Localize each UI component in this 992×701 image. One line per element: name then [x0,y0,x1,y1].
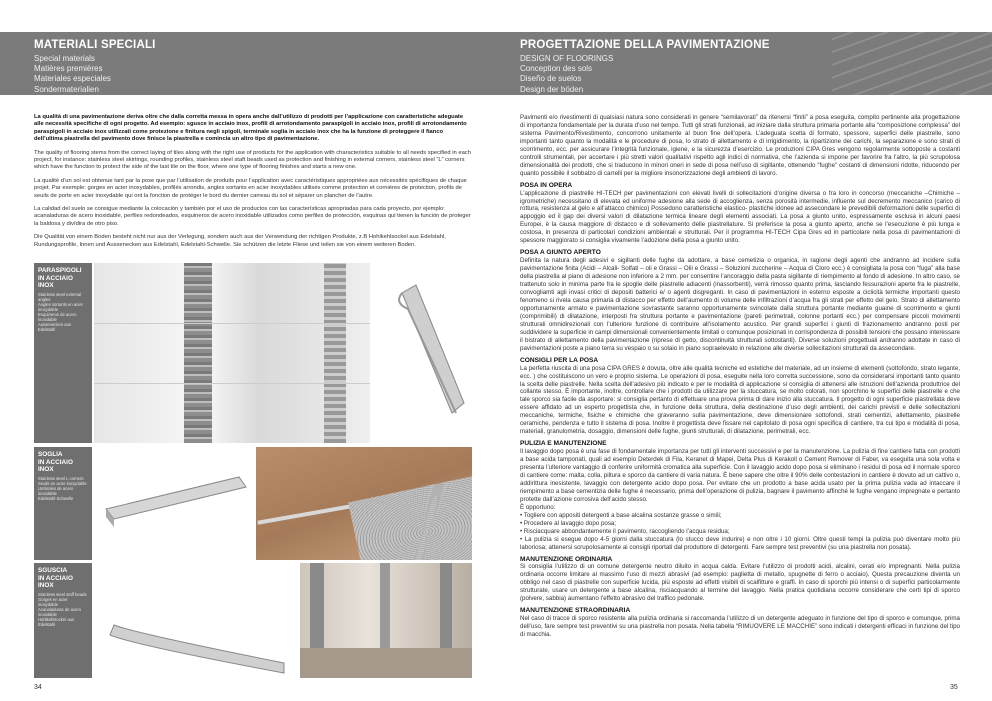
right-text [520,114,960,640]
profile-drawing [372,263,472,443]
intro-de: Die Qualität von einem Boden besteht nicht nur aus der Verlegung, sondern auch aus der Verwendung der richtigen Produkte, z.B Hohlkehlsockel aus Edelstahl, Rundungsprofile, Innen und Aussenecken aus Edelstahl, Edelstahl-Schwelle. Sie schützen die letzte Fliese und teilen sie von einem weiteren Boden. [34,234,446,248]
panel-sub: Stainless steel L corners Seuils en acier inoxydable Umbrales de acero inoxidable Edelstahl-Schwelle [38,475,87,501]
corner-profile-photo [94,263,370,443]
left-sub-2: Matières premières [34,64,103,74]
section-heading: PULIZIA E MANUTENZIONE [520,440,607,448]
section-text: Il lavaggio dopo posa è una fase di fondamentale importanza per tutti gli interventi successivi e per la manutenzione. La pulizia di fine cantiere fatta con prodotti a base acida tamponati, quali ad esempio Deterdek di Fila, Keranet di Mapei, Delta Plus di Kerakoll o Cement Remover di Faber, va eseguita una sola volta e presenta l’ulteriore vantaggio di conferire uniformità cromatica alla superficie. Con il lavaggio acido dopo posa si eliminano i residui di posa ed il normale sporco di cantiere come: malta, colla, piltura e sporco da cantiere di varia natura. È bene sapere che oltre il 90% delle contestazioni in cantiere è dovuto ad un cattivo o, addirittura inesistente, lavaggio con detergente acido dopo posa. Per evitare che un prodotto a base acida usato per la prima pulizia vada ad intaccare il riempimento a base cementizia delle fughe è necessario, prima dell’operazione di pulizia, bagnare il pavimento affinché le fughe vengano impregnate e pertanto protette dall’azione corrosiva dell’acido stesso. È opportuno: • Togliere con appositi detergenti a base alcalina sostanze grasse o simili; • Procedere al lavaggio dopo posa; • Risciacquare abbondantemente il pavimento, raccogliendo l’acqua residua; • La pulizia si esegue dopo 4-5 giorni dalla stuccatura (lo stucco deve indurire) e non oltre i 10 giorni. Oltre questi tempi la pulizia può diventare molto più laboriosa; attenersi scrupolosamente ai consigli riportati dal produttore di detergenti. Fare sempre test preventivi (su una piastrella non posata). [520,448,960,551]
left-sub-1: Special materials [34,54,95,63]
section-text: Si consiglia l’utilizzo di un comune detergente neutro diluito in acqua calda. Evitare l’utilizzo di prodotti acidi, alcalini, cerati e/o impregnanti. Nella pulizia ordinaria occorre limitare al massimo l’uso di mezzi abrasivi (ad esempio: paglietta di metallo, spugnette di ferro o acciaio). Questa precauzione diventa un obbligo nel caso di piastrelle con superficie lucida, più esposte ad effetti visibili di scalfitture e graffi. In caso di sporchi più intensi o di superfici particolarmente strutturate, usare un detergente a base alcalina, risciacquando al termine del lavaggio. Nella pratica quotidiana occorre considerare che certi tipi di sporco (polvere, sabbia) aumentano l’effetto abrasivo del traffico pedonale. [520,563,960,603]
threshold-drawing [94,447,254,560]
right-sub-3: Diseño de suelos [520,74,582,84]
panel-paraspigoli [34,263,92,443]
right-intro: Pavimenti e/o rivestimenti di qualsiasi natura sono considerati in genere “semilavorati” da ritenersi “finiti” a posa eseguita, compito pertinente alla progettazione di importanza fondamentale per la durata d’uso nel tempo. Tutti gli strati funzionali, ad iniziare dalla struttura primaria portante alla “composizione complessa” del sistema Pavimento/Rivestimento, concorrono unitamente al buon fine dell’opera. L’adeguata scelta di formato, spessore, superfici delle piastrelle, sono importanti tanto quanto la modalità e le procedure di posa, lo strato di allettamento e di irrigidimento, la ripartizione dei carichi, la separazione e sono strati di scorrimento, ecc. per assicurare l’integrità funzionale, igiene, e la sicurezza d’esercizio. Le produzioni CIPA Gres vengono regolarmente sottoposte a costanti controlli strumentali, per accertare i più stretti valori qualitativi rispetto agli indici di normativa, che l’azienda si impone per favorire fra l’altro, la più scrupolosa dimensionalità dei prodotti, che si traducono in minori oneri in sede di posa nell’uso di sigillante, ottenendo “fughe” costanti di dimensioni ridotte, riducendo per quanto possibile il sobbalzo di carrelli per la migliore insonorizzazione degli ambienti di lavoro. [520,114,960,177]
section-heading: MANUTENZIONE STRAORDINARIA [520,607,631,615]
intro-en: The quality of flooring stems from the correct laying of tiles along with the right use of products for the application with characteristics suitable to all needs specified in each project, for instance: stainless steel skirtings, rounding profiles, stainless steel staft beads used as protection and finishing in external corners, stainless steel “L” corners which have the function to protect the side of the last tile on the floor, where one type of flooring finishes and starts a new one. [34,149,471,171]
left-intro-text [34,114,472,255]
page-number-left: 34 [34,684,42,691]
right-sub-4: Design der böden [520,84,584,94]
section-text: L’applicazione di piastrelle HI-TECH per pavimentazioni con elevati livelli di sollecitazioni d’origine diversa o fra loro in concorso (meccaniche –Chimiche – igrometriche) necessitano di elevata ed uniforme adesione alla sede di accoglienza, senza porosità intermedie, influente sul decremento meccanico (carico di rottura, resistenza al gelo e all’attacco chimico) Possedono caratteristiche elastico- plastiche idonee ad assecondare le prevedibili deformazioni delle superfici di appoggio ed il gap dei diversi valori di dilatazione termica lineare degli elementi associati. La posa a giunto unito, espressamente esclusa in alcuni paesi Europei, è la causa maggiore di distacco e di sollevamento delle piastrellature. Si preferisce la posa a giunto aperto, anche se l’esecuzione è più lunga e costosa, in presenza di particolari condizioni ambientali e strutturali. Per il programma HI-TECH Cipa Gres ed in particolare nella posa di pavimentazioni di spessore maggiorato si consiglia vivamente l’adozione della posa a giunto unito. [520,189,960,245]
cove-photo [300,563,472,678]
right-sub-1: DESIGN OF FLOORINGS [520,54,614,63]
right-title: PROGETTAZIONE DELLA PAVIMENTAZIONE [520,39,770,51]
corner-profile-product [372,263,472,443]
section-heading: POSA A GIUNTO APERTO [520,249,601,257]
right-header [520,39,770,95]
section-text: Definita la natura degli adesivi e sigillanti delle fughe da adottare, a base cemetizia o organica, in ragione degli agenti che andranno ad incidere sulla pavimentazione finita (Acidi – Alcali- Solfati – oli e Grassi – Olii e Grassi – Soluzioni zuccherine – Acqua di Cloro ecc.) è consigliata la posa con “fuga” alla base della piastrella al piano di adesione non inferiore a 2 mm. per consentire l’ancoraggio della pasta sigillante di riempimento al fondo di adesione. In altro caso, se trattenuto solo in minima parte fra le spoglie delle piastrelle adiacenti (inassorbenti), verrà rimosso quanto prima, lasciando fessurazioni aperte fra le piastrelle, convogliamti agli invasi critici di depositi batterici e/ o agenti disgreganti. In caso di pavimentazioni in esterno esposte a ciclicità termiche importanti questo fenomeno si rivela causa primaria di distacco per effetto dell’aumento di volume delle infiltrazioni d’acqua fra gli strati per effetto del gelo. Strato di allettamento opportunamente armato e pavimentazione sovrastante saranno opportunamente svincolate dalla struttura portante mediante guaine di scorrimento e giunti (comprimibili) di dilatazione, interposti fra struttura portante e pavimentazione (pareti perimetrali, colonne portanti ecc.) per compensare piccoli movimenti strutturali omnidirezionali con l’ulteriore funzione di contribuire all’isolamento acustico. Per grandi superfici i giunti di frazionamento andranno posti per suddividere la superficie in campi dimensionali convenientemente limitati o comunque posizionati in corrispondenza di possibili tensioni che possano interessare il bistrato di allettamento della pavimentazione (riprese di getto, discontinuità strutturali sottostanti). Diverse soluzioni progettuali andranno adottate in caso di pavimentazioni poste a piano terra su vespaio o su solaio in piano sopraelevato in relazione alle diverse sollecitazioni strutturali da assecondare. [520,257,960,352]
section-heading: MANUTENZIONE ORDINARIA [520,555,613,563]
panel-title: SGUSCIA IN ACCIAIO INOX [38,567,73,590]
left-sub-3: Materiales especiales [34,74,111,84]
left-title: MATERIALI SPECIALI [34,39,156,51]
threshold-product [94,447,254,560]
right-sub-2: Conception des sols [520,64,593,74]
section-text: Nel caso di tracce di sporco resistente alla pulizia ordinaria si raccomanda l’utilizzo di un detergente adeguato in funzione del tipo di sporco e comunque, prima dell’uso, fare sempre test preventivi su una piastrella non posata. Nella tabella “RIMUOVERE LE MACCHIE” sono indicati i detergenti efficaci in funzione del tipo di macchia. [520,615,960,639]
section-text: La perfetta riuscita di una posa CIPA GRES è dovuta, oltre alle qualità tecniche ed estetiche del materiale, ad un insieme di elementi (sottofondo, strato legante, ecc. ) che costituiscono un vero e proprio sistema. Le operazioni di posa, eseguite nella loro corretta successione, sono da considerarsi importanti tanto quanto la scelta delle piastrelle. Nella scelta dell’adesivo più indicato e per le modalità di applicazione si consiglia di attenersi alle istruzioni dell’azienda produttrice del collante stesso. È importante, inoltre, controllare che i prodotti da utilizzare per la stuccatura, se molto colorati, non sporchino le superfici delle piastrelle e che tale sporco sia facile da asportare: si consiglia pertanto di effettuare una prova prima di dare inizio alla stuccatura. Il progetto di ogni superficie piastrellata deve essere affidato ad un esperto progettista che, in funzione della struttura, della destinazione d’uso degli ambienti, dei carichi previsti e delle sollecitazioni meccaniche, termiche, fisiche e chimiche che graveranno sulla pavimentazione, deve dimensionare sottofondi, strati cementizi, allettamento, piastrelle ceramiche, pendenza e tutto il sistema di posa. Inoltre il progettista deve fissare nel capitolato di posa ogni specifica di cantiere, tra cui tipo e modalità di posa, materiali, granulometria, dosaggio, dimensioni delle fughe, giunti strutturali, di dilatazione, perimetrali, ecc. [520,364,960,436]
page-number-right: 35 [950,684,958,691]
panel-title: SOGLIA IN ACCIAIO INOX [38,451,73,474]
panel-sub: Stainless steel external angles Angles sortants en acier inoxydable Esquineros de acero inoxidable Aussenecken aus Edelstahl [38,291,83,332]
panel-sguscia [34,563,92,678]
intro-fr: La qualité d’un sol est obtenue tant par la pose que par l’utilisation de produits pour l’application avec caractéristiques appropriées aux nécessités spécifiques de chaque projet. Par exemple: gorges en acier inoxydables, profilés arrondis, angles sortants en acier inoxydables utilisés comme protection et cornières de protection, profils de seuils de porte en acier inoxydable qui ont la fonction de protéger le bord du dernier carreau du sol et séparer un plancher de l’autre. [34,177,467,199]
section-heading: CONSIGLI PER LA POSA [520,356,599,364]
panel-sub: Stainless steel staff beads Gorges en acier inoxydable Acanaladuras de acero inoxidable Hohlkehlsockel aus Edelstahl [38,591,87,627]
intro-it: La qualità di una pavimentazione deriva oltre che dalla corretta messa in opera anche dall’utilizzo di prodotti per l’applicazione con caratteristiche adeguate alle necessità specifiche di ogni progetto. Ad esempio: sgusce in acciaio inox, profili di arrotondamento paraspigoli in acciaio inox, profili di arrotondamento paraspigoli in acciaio inox utilizzati come protezione e finitura negli spigoli, terminale soglia in acciaio inox che ha la funzione di proteggere il fianco dell’ultima piastrella del pavimento dove finisce la piastrella e comincia un altro tipo di pavimentazione. [34,114,467,143]
section-heading: POSA IN OPERA [520,181,573,189]
threshold-photo [256,447,472,560]
intro-es: La calidad del suelo se consigue mediante la colocación y también por el uso de productos con las características apropriadas para cada proyecto, por ejemplo: acanaladuras de acero inoxidable, perfiles redondeados, esquineros de acero inoxidable utilizados como perfiles de protección, esquinas qui tienen la función de proteger la baldosa y divídira de otro piso. [34,206,471,227]
panel-title: PARASPIGOLI IN ACCIAIO INOX [38,267,82,290]
cove-product [94,563,298,678]
left-sub-4: Sondermaterialien [34,84,99,94]
left-header [34,39,156,95]
panel-soglia [34,447,92,560]
cove-drawing [94,563,298,678]
